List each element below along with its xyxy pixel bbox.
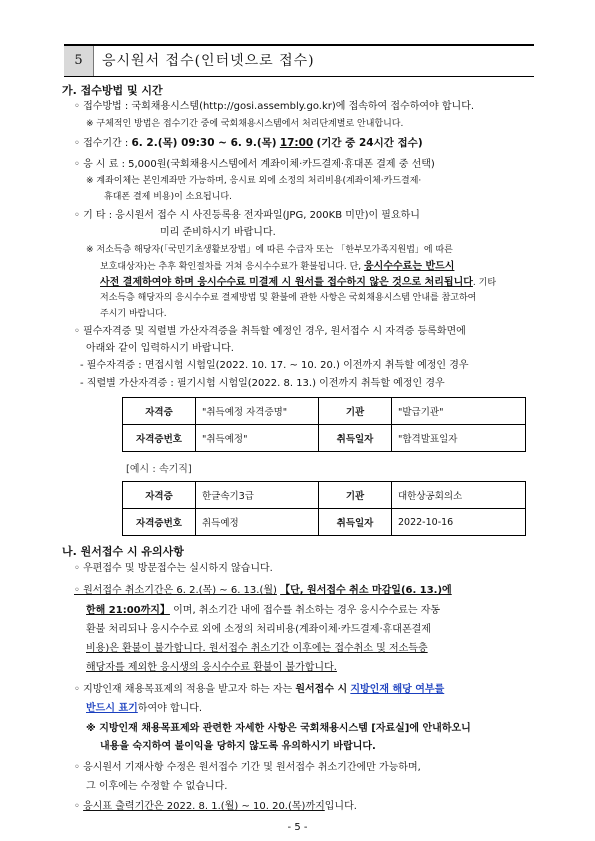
note-2-line-3: 환불 처리되나 응시수수료 외에 소정의 처리비용(계좌이체·카드결제·휴대폰결제	[86, 624, 431, 635]
note-2-line-5: 해당자를 제외한 응시생의 응시수수료 환불이 불가합니다.	[86, 662, 337, 673]
table-cell: 취득예정	[196, 509, 319, 536]
table-cell: 자격증	[123, 482, 196, 509]
cert-bonus: - 직렬별 가산자격증 : 필기시험 시험일(2022. 8. 13.) 이전까지 취득할 예정인 경우	[80, 378, 445, 389]
note-3-line-1	[74, 683, 444, 696]
low-income-tail: . 기타	[472, 278, 497, 288]
cancel-deadline-time: 한해 21:00까지】	[86, 605, 170, 616]
low-income-line-3	[100, 276, 496, 290]
cancel-text: 이며, 취소기간 내에 접수를 취소하는 경우 응시수수료는 자동	[173, 605, 441, 616]
period-line	[74, 137, 423, 150]
note-1: ◦ 우편접수 및 방문접수는 실시하지 않습니다.	[74, 563, 273, 574]
table-cell: "취득예정 자격증명"	[196, 398, 319, 425]
table-row	[123, 482, 526, 509]
note-6-tail: 입니다.	[324, 801, 357, 812]
table-cell: 취득일자	[319, 425, 392, 452]
period-note: (기간 중 24시간 접수)	[316, 137, 423, 149]
subsection-b-title: 나. 원서접수 시 유의사항	[62, 545, 184, 558]
method-note: ※ 구체적인 방법은 접수기간 중에 국회채용시스템에서 처리단계별로 안내합니다.	[86, 119, 404, 129]
method-line: ◦ 접수방법 : 국회채용시스템(http://gosi.assembly.go.kr)에 접속하여 접수하여야 합니다.	[74, 101, 475, 112]
table-row	[123, 509, 526, 536]
table-row	[123, 425, 526, 452]
low-income-emphasis: 응시수수료는 반드시	[364, 261, 455, 272]
local-talent-tail: 하여야 합니다.	[137, 703, 203, 714]
cert-input-table	[122, 397, 526, 452]
table-cell: "합격발표일자	[392, 425, 526, 452]
example-label: [예시 : 속기직]	[126, 464, 192, 475]
table-cell: 기관	[319, 482, 392, 509]
note-4-line-2: 내용을 숙지하여 불이익을 당하지 않도록 유의하시기 바랍니다.	[100, 741, 376, 752]
low-income-text: 보호대상자)는 추후 확인절차를 거쳐 응시수수료가 환불됩니다. 단,	[100, 262, 362, 272]
local-talent-emphasis: 원서접수 시	[295, 684, 348, 695]
note-2-line-4: 비용)은 환불이 불가합니다. 원서접수 취소기간 이후에는 접수취소 및 저소득층	[86, 643, 428, 654]
table-cell: 대한상공회의소	[392, 482, 526, 509]
local-talent-mark: 반드시 표기	[86, 703, 138, 714]
table-cell: 취득일자	[319, 509, 392, 536]
table-cell: 자격증번호	[123, 425, 196, 452]
period-end-time: 17:00	[279, 137, 314, 149]
low-income-line-5: 주시기 바랍니다.	[100, 309, 167, 319]
table-cell: 자격증번호	[123, 509, 196, 536]
cancel-period: ◦ 원서접수 취소기간은 6. 2.(목) ~ 6. 13.(월)	[74, 585, 277, 596]
note-6-bullet: ◦	[74, 801, 80, 812]
table-row	[123, 398, 526, 425]
low-income-line-4: 저소득층 해당자의 응시수수료 결제방법 및 환불에 관한 사항은 국회채용시스템 안내를 참고하여	[100, 293, 477, 303]
cert-line-2: 아래와 같이 입력하시기 바랍니다.	[86, 343, 234, 354]
note-6	[74, 800, 357, 813]
fee-note-1: ※ 계좌이체는 본인계좌만 가능하며, 응시료 외에 소정의 처리비용(계좌이체·카드결제·	[86, 176, 422, 186]
note-3-line-2	[86, 702, 202, 715]
note-4-line-1: ※ 지방인재 채용목표제와 관련한 자세한 사항은 국회채용시스템 [자료실]에 안내하오니	[86, 723, 471, 734]
note-5-line-2: 그 이후에는 수정할 수 없습니다.	[86, 781, 228, 792]
table-cell: "취득예정"	[196, 425, 319, 452]
period-range: 6. 2.(목) 09:30 ~ 6. 9.(목)	[131, 137, 277, 149]
table-cell: "발급기관"	[392, 398, 526, 425]
fee-line: ◦ 응 시 료 : 5,000원(국회채용시스템에서 계좌이체·카드결제·휴대폰 결제 중 선택)	[74, 159, 435, 170]
ticket-print-period: 응시표 출력기간은 2022. 8. 1.(월) ~ 10. 20.(목)까지	[83, 801, 325, 812]
section-header	[64, 44, 534, 77]
low-income-emphasis-2: 사전 결제하여야 하며 응시수수료 미결제 시 원서를 접수하지 않은 것으로 처리됩니다	[100, 277, 473, 288]
table-cell: 자격증	[123, 398, 196, 425]
example-table	[122, 481, 526, 536]
low-income-line-1: ※ 저소득층 해당자(「국민기초생활보장법」에 따른 수급자 또는 「한부모가족지원법」에 따른	[86, 245, 453, 255]
note-5-line-1: ◦ 응시원서 기재사항 수정은 원서접수 기간 및 원서접수 취소기간에만 가능하며,	[74, 762, 421, 773]
note-2-line-1	[74, 584, 452, 597]
local-talent-link-text: 지방인재 해당 여부를	[350, 684, 445, 695]
table-cell: 한글속기3급	[196, 482, 319, 509]
local-talent-text: ◦ 지방인재 채용목표제의 적용을 받고자 하는 자는	[74, 684, 293, 695]
subsection-a-title: 가. 접수방법 및 시간	[62, 84, 163, 97]
period-prefix: ◦ 접수기간 :	[74, 138, 129, 149]
fee-note-2: 휴대폰 결제 비용)이 소요됩니다.	[104, 192, 232, 202]
section-number: 5	[64, 46, 94, 76]
cert-required: - 필수자격증 : 면접시험 시험일(2022. 10. 17. ~ 10. 20.) 이전까지 취득할 예정인 경우	[80, 360, 469, 371]
cert-line-1: ◦ 필수자격증 및 직렬별 가산자격증을 취득할 예정인 경우, 원서접수 시 자격증 등록화면에	[74, 326, 466, 337]
section-title: 응시원서 접수(인터넷으로 접수)	[102, 53, 315, 69]
cancel-deadline: 【단, 원서접수 취소 마감일(6. 13.)에	[280, 585, 452, 596]
table-cell: 기관	[319, 398, 392, 425]
low-income-line-2	[100, 260, 454, 274]
etc-line-1: ◦ 기 타 : 응시원서 접수 시 사진등록용 전자파일(JPG, 200KB 미만)이 필요하니	[74, 210, 420, 221]
note-2-line-2	[86, 604, 440, 617]
table-cell: 2022-10-16	[392, 509, 526, 536]
page-number: - 5 -	[287, 822, 308, 833]
etc-line-2: 미리 준비하시기 바랍니다.	[160, 227, 276, 238]
